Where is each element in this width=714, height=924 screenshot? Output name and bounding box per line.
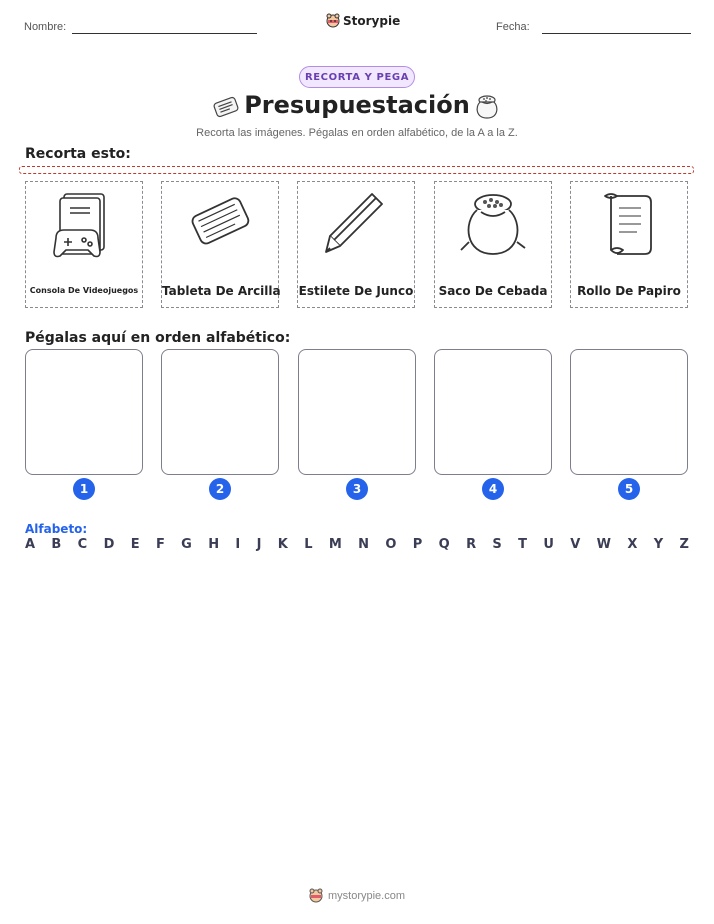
cut-line [19,166,694,174]
cut-section-heading: Recorta esto: [25,146,131,162]
cut-card-label: Rollo De Papiro [577,284,681,298]
instructions: Recorta las imágenes. Pégalas en orden alfabético, de la A a la Z. [196,127,518,139]
alphabet-letter: N [358,537,370,552]
cut-card-label: Estilete De Junco [298,284,414,298]
barley-sack-icon [459,190,527,262]
name-line[interactable] [72,33,257,34]
alphabet-letter: T [518,537,528,552]
alphabet-letter: E [130,537,140,552]
alphabet-letter: D [103,537,115,552]
alphabet-letter: M [328,537,342,552]
alphabet-letter: I [235,537,241,552]
slot-number: 1 [73,478,95,500]
barley-sack-icon [472,91,502,121]
alphabet-letter: X [627,537,638,552]
date-label: Fecha: [496,21,530,33]
slot-number: 2 [209,478,231,500]
alphabet-letter: G [181,537,192,552]
cut-card-label: Consola De Videojuegos [29,286,139,295]
cut-card[interactable] [434,181,552,308]
paste-section-heading: Pégalas aquí en orden alfabético: [25,330,291,346]
alphabet-letter: A [25,537,36,552]
cut-card[interactable] [161,181,279,308]
alphabet-letter: Y [653,537,664,552]
activity-badge: RECORTA Y PEGA [299,66,415,88]
paste-box[interactable] [161,349,279,475]
cut-card-label: Saco De Cebada [438,284,548,298]
alphabet-letter: R [466,537,477,552]
alphabet-letter: O [385,537,397,552]
cut-card-label: Tableta De Arcilla [162,284,281,298]
alphabet-letter: V [570,537,581,552]
paste-box[interactable] [570,349,688,475]
alphabet-letter: J [256,537,262,552]
slot-number: 4 [482,478,504,500]
cut-card[interactable] [25,181,143,308]
alphabet-title: Alfabeto: [25,522,88,536]
clay-tablet-icon [186,190,254,262]
alphabet-letter: Q [438,537,450,552]
alphabet-letter: C [77,537,88,552]
storypie-mascot-icon [309,888,323,903]
storypie-mascot-icon [326,13,340,28]
paste-box[interactable] [298,349,416,475]
game-console-icon [50,190,118,262]
alphabet-letter: U [543,537,554,552]
brand-logo [326,13,400,28]
papyrus-scroll-icon [595,190,663,262]
cut-card[interactable] [297,181,415,308]
page-title: Presupuestación [244,91,470,119]
paste-box[interactable] [434,349,552,475]
name-label: Nombre: [24,21,67,33]
alphabet-letter: K [277,537,288,552]
brand-name: Storypie [343,13,401,28]
alphabet-letter: B [51,537,62,552]
alphabet-letter: Z [679,537,689,552]
alphabet-letter: P [412,537,423,552]
footer-site[interactable]: mystorypie.com [327,889,406,902]
alphabet-row [25,537,689,552]
footer [0,888,714,903]
cut-card[interactable] [570,181,688,308]
slot-number: 3 [346,478,368,500]
alphabet-letter: F [155,537,165,552]
alphabet-letter: W [596,537,612,552]
alphabet-letter: H [208,537,220,552]
slot-number: 5 [618,478,640,500]
alphabet-letter: S [492,537,502,552]
paste-box[interactable] [25,349,143,475]
alphabet-letter: L [304,537,313,552]
date-line[interactable] [542,33,691,34]
reed-stylus-icon [322,190,390,262]
